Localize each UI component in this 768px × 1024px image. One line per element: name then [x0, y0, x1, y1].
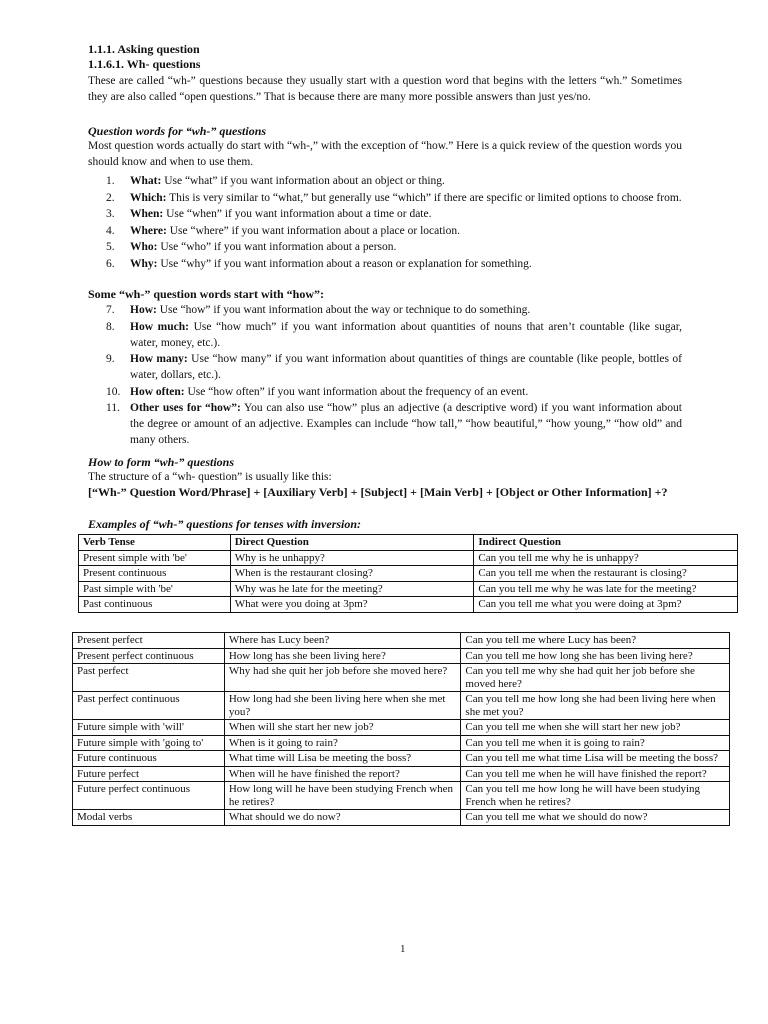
table-row: [73, 810, 730, 826]
list-item-number: 8.: [106, 320, 115, 333]
table-row: [73, 766, 730, 782]
list-item-text: Use “what” if you want information about an object or thing.: [161, 175, 445, 187]
question-words-heading: Question words for “wh-” questions: [88, 124, 267, 138]
direct-question-cell: What time will Lisa be meeting the boss?: [224, 751, 461, 767]
table-row: [79, 566, 738, 582]
list-item: [0, 206, 682, 222]
indirect-question-cell: Can you tell me why she had quit her job before she moved here?: [461, 664, 730, 692]
indirect-question-cell: Can you tell me why he is unhappy?: [474, 550, 738, 566]
verb-tense-cell: Modal verbs: [73, 810, 225, 826]
verb-tense-cell: Past simple with 'be': [79, 581, 231, 597]
indirect-question-cell: Can you tell me what time Lisa will be meeting the boss?: [461, 751, 730, 767]
direct-question-cell: When is it going to rain?: [224, 735, 461, 751]
list-item-term: Where:: [130, 224, 167, 237]
list-item-text: This is very similar to “what,” but generally use “which” if there are specific or limited options to choose from.: [166, 191, 682, 204]
list-item-term: When:: [130, 208, 164, 220]
section-heading: 1.1.1. Asking question: [88, 42, 200, 56]
table-row: [73, 692, 730, 720]
how-to-form-heading: How to form “wh-” questions: [88, 455, 235, 469]
list-item-number: 9.: [106, 353, 115, 365]
verb-tense-cell: Future simple with 'going to': [73, 735, 225, 751]
list-item-text: Use “how many” if you want information about quantities of things are countable (like people, bottles of water, dollars, etc.).: [130, 353, 683, 381]
list-item-term: How many:: [130, 353, 188, 365]
intro-paragraph: These are called “wh-” questions because they usually start with a question word that begins with the letters “wh.” Sometimes they are also called “open questions.” That is because there are many more possible answers than just yes/no.: [88, 75, 682, 103]
table-row: [73, 751, 730, 767]
subsection-heading: 1.1.6.1. Wh- questions: [88, 57, 201, 71]
table-row: [73, 648, 730, 664]
list-item: [0, 190, 682, 206]
list-item-text: Use “where” if you want information about a place or location.: [166, 224, 460, 237]
list-item-term: How:: [130, 304, 157, 316]
question-words-intro: Most question words actually do start with “wh-,” with the exception of “how.” Here is a quick review of the question words you should know and when to use them.: [88, 140, 682, 168]
list-item-text: Use “how” if you want information about the way or technique to do something.: [156, 304, 531, 316]
indirect-question-cell: Can you tell me how long she has been living here?: [461, 648, 730, 664]
list-item-number: 6.: [106, 257, 115, 270]
verb-tense-cell: Future simple with 'will': [73, 720, 225, 736]
list-item-text: Use “why” if you want information about a reason or explanation for something.: [157, 257, 532, 270]
list-item-number: 3.: [106, 208, 115, 220]
list-item-number: 4.: [106, 224, 115, 237]
indirect-question-cell: Can you tell me when she will start her new job?: [461, 720, 730, 736]
table-row: [79, 550, 738, 566]
indirect-question-cell: Can you tell me when the restaurant is closing?: [474, 566, 738, 582]
list-item: [0, 400, 682, 448]
list-item-number: 7.: [106, 304, 115, 316]
question-structure-formula: [“Wh-” Question Word/Phrase] + [Auxiliary Verb] + [Subject] + [Main Verb] + [Object or Other Information] +?: [88, 485, 668, 499]
verb-tense-cell: Past perfect: [73, 664, 225, 692]
list-item-text: Use “how often” if you want information about the frequency of an event.: [184, 385, 529, 398]
list-item: [0, 173, 682, 189]
direct-question-cell: When is the restaurant closing?: [230, 566, 474, 582]
table-row: [73, 664, 730, 692]
table-header-cell: Indirect Question: [474, 535, 738, 551]
structure-intro: The structure of a “wh- question” is usually like this:: [88, 471, 332, 483]
list-item-text: You can also use “how” plus an adjective (a descriptive word) if you want information about the degree or amount of an adjective. Examples can include “how tall,” “how beautiful,” “how young,” “how old” and many others.: [130, 402, 682, 446]
list-item-number: 10.: [106, 385, 121, 398]
verb-tense-cell: Present simple with 'be': [79, 550, 231, 566]
list-item: [0, 302, 682, 318]
list-item-number: 1.: [106, 175, 115, 187]
list-item-term: How often:: [130, 385, 185, 398]
verb-tense-cell: Future perfect: [73, 766, 225, 782]
tense-examples-table-1: [78, 534, 738, 613]
list-item-term: Who:: [130, 241, 158, 253]
list-item: [0, 351, 682, 383]
indirect-question-cell: Can you tell me where Lucy has been?: [461, 633, 730, 649]
indirect-question-cell: Can you tell me when he will have finished the report?: [461, 766, 730, 782]
table-row: [73, 633, 730, 649]
examples-heading: Examples of “wh-” questions for tenses with inversion:: [88, 517, 362, 531]
list-item-term: How much:: [130, 320, 189, 333]
direct-question-cell: Why was he late for the meeting?: [230, 581, 474, 597]
table-row: [73, 735, 730, 751]
direct-question-cell: Why is he unhappy?: [230, 550, 474, 566]
verb-tense-cell: Present perfect: [73, 633, 225, 649]
list-item: [0, 384, 682, 400]
direct-question-cell: Why had she quit her job before she moved here?: [224, 664, 461, 692]
direct-question-cell: What should we do now?: [224, 810, 461, 826]
direct-question-cell: How long will he have been studying French when he retires?: [224, 782, 461, 810]
table-row: [73, 720, 730, 736]
indirect-question-cell: Can you tell me when it is going to rain?: [461, 735, 730, 751]
list-item-text: Use “when” if you want information about a time or date.: [163, 208, 432, 220]
table-row: [79, 597, 738, 613]
verb-tense-cell: Present perfect continuous: [73, 648, 225, 664]
indirect-question-cell: Can you tell me why he was late for the meeting?: [474, 581, 738, 597]
list-item-term: What:: [130, 175, 162, 187]
list-item-number: 5.: [106, 241, 115, 253]
verb-tense-cell: Future perfect continuous: [73, 782, 225, 810]
tense-examples-table-2: [72, 632, 730, 826]
verb-tense-cell: Past perfect continuous: [73, 692, 225, 720]
list-item-number: 11.: [106, 402, 120, 414]
table-header-cell: Direct Question: [230, 535, 474, 551]
indirect-question-cell: Can you tell me how long she had been living here when she met you?: [461, 692, 730, 720]
indirect-question-cell: Can you tell me how long he will have been studying French when he retires?: [461, 782, 730, 810]
indirect-question-cell: Can you tell me what you were doing at 3pm?: [474, 597, 738, 613]
list-item-number: 2.: [106, 191, 115, 204]
verb-tense-cell: Future continuous: [73, 751, 225, 767]
list-item: [0, 223, 682, 239]
how-words-heading: Some “wh-” question words start with “how”:: [88, 287, 325, 301]
direct-question-cell: How long has she been living here?: [224, 648, 461, 664]
direct-question-cell: Where has Lucy been?: [224, 633, 461, 649]
list-item-term: Why:: [130, 257, 158, 270]
indirect-question-cell: Can you tell me what we should do now?: [461, 810, 730, 826]
list-item-text: Use “who” if you want information about a person.: [157, 241, 397, 253]
list-item: [0, 239, 682, 255]
list-item-term: Other uses for “how”:: [130, 402, 241, 414]
table-row: [79, 581, 738, 597]
list-item: [0, 256, 682, 272]
page-number: 1: [400, 943, 406, 955]
table-row: [73, 782, 730, 810]
list-item-text: Use “how much” if you want information about quantities of nouns that aren’t countable (like sugar, water, money, etc.).: [130, 320, 683, 349]
direct-question-cell: How long had she been living here when she met you?: [224, 692, 461, 720]
wh-word-list: [0, 173, 682, 272]
verb-tense-cell: Present continuous: [79, 566, 231, 582]
verb-tense-cell: Past continuous: [79, 597, 231, 613]
how-word-list: [0, 302, 682, 449]
table-header-cell: Verb Tense: [79, 535, 231, 551]
direct-question-cell: When will she start her new job?: [224, 720, 461, 736]
direct-question-cell: When will he have finished the report?: [224, 766, 461, 782]
list-item-term: Which:: [130, 191, 167, 204]
direct-question-cell: What were you doing at 3pm?: [230, 597, 474, 613]
list-item: [0, 319, 682, 351]
